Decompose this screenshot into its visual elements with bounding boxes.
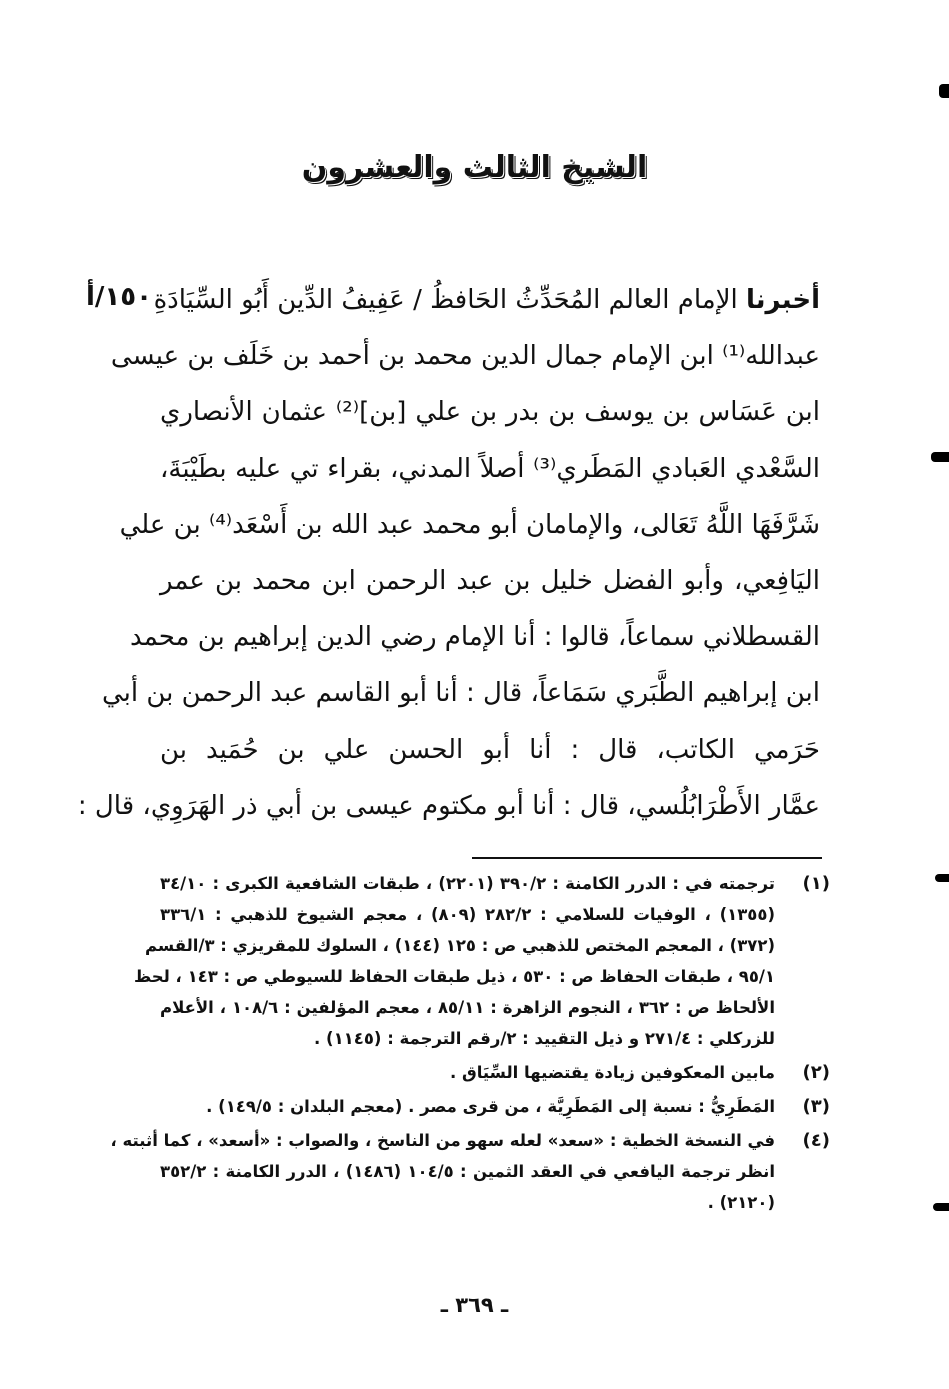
main-text-line: ابن عَسَاس بن يوسف بن بدر بن علي [بن]⁽²⁾ عثمان الأنصاري — [160, 397, 821, 428]
footnote-line: (١٣٥٥) ، الوفيات للسلامي : ٢٨٢/٢ (٨٠٩) ، معجم الشيوخ للذهبي : ٣٣٦/١ — [160, 905, 775, 924]
scan-edge-mark — [933, 1203, 949, 1211]
section-title: الشيخ الثالث والعشرون — [301, 150, 648, 185]
scan-edge-mark — [931, 452, 949, 462]
line-text: الإمام العالم المُحَدِّثُ الحَافظُ / عَفِيفُ الدِّين أَبُو السِّيَادَةِ — [153, 285, 747, 315]
footnote-4 — [110, 1125, 830, 1218]
footnotes — [110, 868, 830, 1221]
main-text-line: عمَّار الأَطْرَابُلُسي، قال : أنا أبو مكتوم عيسى بن أبي ذر الهَرَوِي، قال : — [77, 790, 820, 821]
footnote-line: ٩٥/١ ، طبقات الحفاظ ص : ٥٣٠ ، ذيل طبقات الحفاظ للسيوطي ص : ١٤٣ ، لحظ — [134, 967, 775, 986]
footnote-3 — [160, 1091, 830, 1122]
footnote-1 — [134, 868, 830, 1054]
footnote-divider — [472, 857, 822, 859]
footnote-line: (٣٧٢) ، المعجم المختص للذهبي ص : ١٢٥ (١٤٤) ، السلوك للمقريزي : ٣/القسم — [144, 936, 775, 955]
main-text-line: القسطلاني سماعاً، قالوا : أنا الإمام رضي الدين إبراهيم بن محمد — [130, 622, 820, 653]
scan-edge-mark — [939, 84, 949, 98]
footnote-line: المَطَرِيُّ : نسبة إلى المَطَرِيَّة ، من قرى مصر . (معجم البلدان : ١٤٩/٥) . — [206, 1097, 775, 1116]
main-text-line — [153, 272, 820, 328]
manuscript-folio-note: ١٥٠/أ — [86, 282, 153, 312]
main-text-line: حَرَمي الكاتب، قال : أنا أبو الحسن علي بن حُمَيد بن — [160, 734, 820, 765]
footnote-number: (٣) — [802, 1096, 830, 1117]
footnote-line: ترجمته في : الدرر الكامنة : ٣٩٠/٢ (٢٢٠١) ، طبقات الشافعية الكبرى : ٣٤/١٠ — [160, 874, 775, 893]
footnote-line: انظر ترجمة اليافعي في العقد الثمين : ١٠٤/٥ (١٤٨٦) ، الدرر الكامنة : ٣٥٢/٢ — [160, 1162, 776, 1181]
footnote-line: للزركلي : ٢٧١/٤ و ذيل التقييد : ٢/رقم الترجمة : (١١٤٥) . — [314, 1029, 775, 1048]
footnote-number: (٤) — [802, 1130, 830, 1151]
footnote-line: (٢١٢٠) . — [707, 1193, 775, 1212]
footnote-line: في النسخة الخطية : «سعد» لعله سهو من الناسخ ، والصواب : «أسعد» ، كما أثبته ، — [110, 1131, 775, 1150]
footnote-number: (٢) — [802, 1062, 830, 1083]
scan-edge-mark — [935, 874, 949, 882]
main-text-line: السَّعْدي العَبادي المَطَري⁽³⁾ أصلاً المدني، بقراء تي عليه بطَيْبَةَ، — [160, 453, 820, 484]
main-text-line: اليَافِعي، وأبو الفضل خليل بن عبد الرحمن ابن محمد بن عمر — [160, 565, 820, 596]
main-text-line: ابن إبراهيم الطَّبَري سَمَاعاً، قال : أنا أبو القاسم عبد الرحمن بن أبي — [101, 678, 820, 709]
footnote-2 — [160, 1057, 830, 1088]
main-text-line: عبدالله⁽¹⁾ ابن الإمام جمال الدين محمد بن أحمد بن خَلَف بن عيسى — [110, 341, 820, 372]
footnote-line: الألحاظ ص : ٣٦٢ ، النجوم الزاهرة : ٨٥/١١ ، معجم المؤلفين : ١٠٨/٦ ، الأعلام — [160, 998, 775, 1017]
main-text-line: شَرَّفَهَا اللَّهُ تَعَالى، والإمامان أبو محمد عبد الله بن أَسْعَد⁽⁴⁾ بن علي — [119, 509, 820, 540]
footnote-line: مابين المعكوفين زيادة يقتضيها السِّيَاق . — [449, 1063, 775, 1082]
page-number: ـ ٣٦٩ ـ — [440, 1293, 509, 1317]
lead-word: أخبرنا — [746, 285, 820, 315]
footnote-number: (١) — [802, 873, 830, 894]
